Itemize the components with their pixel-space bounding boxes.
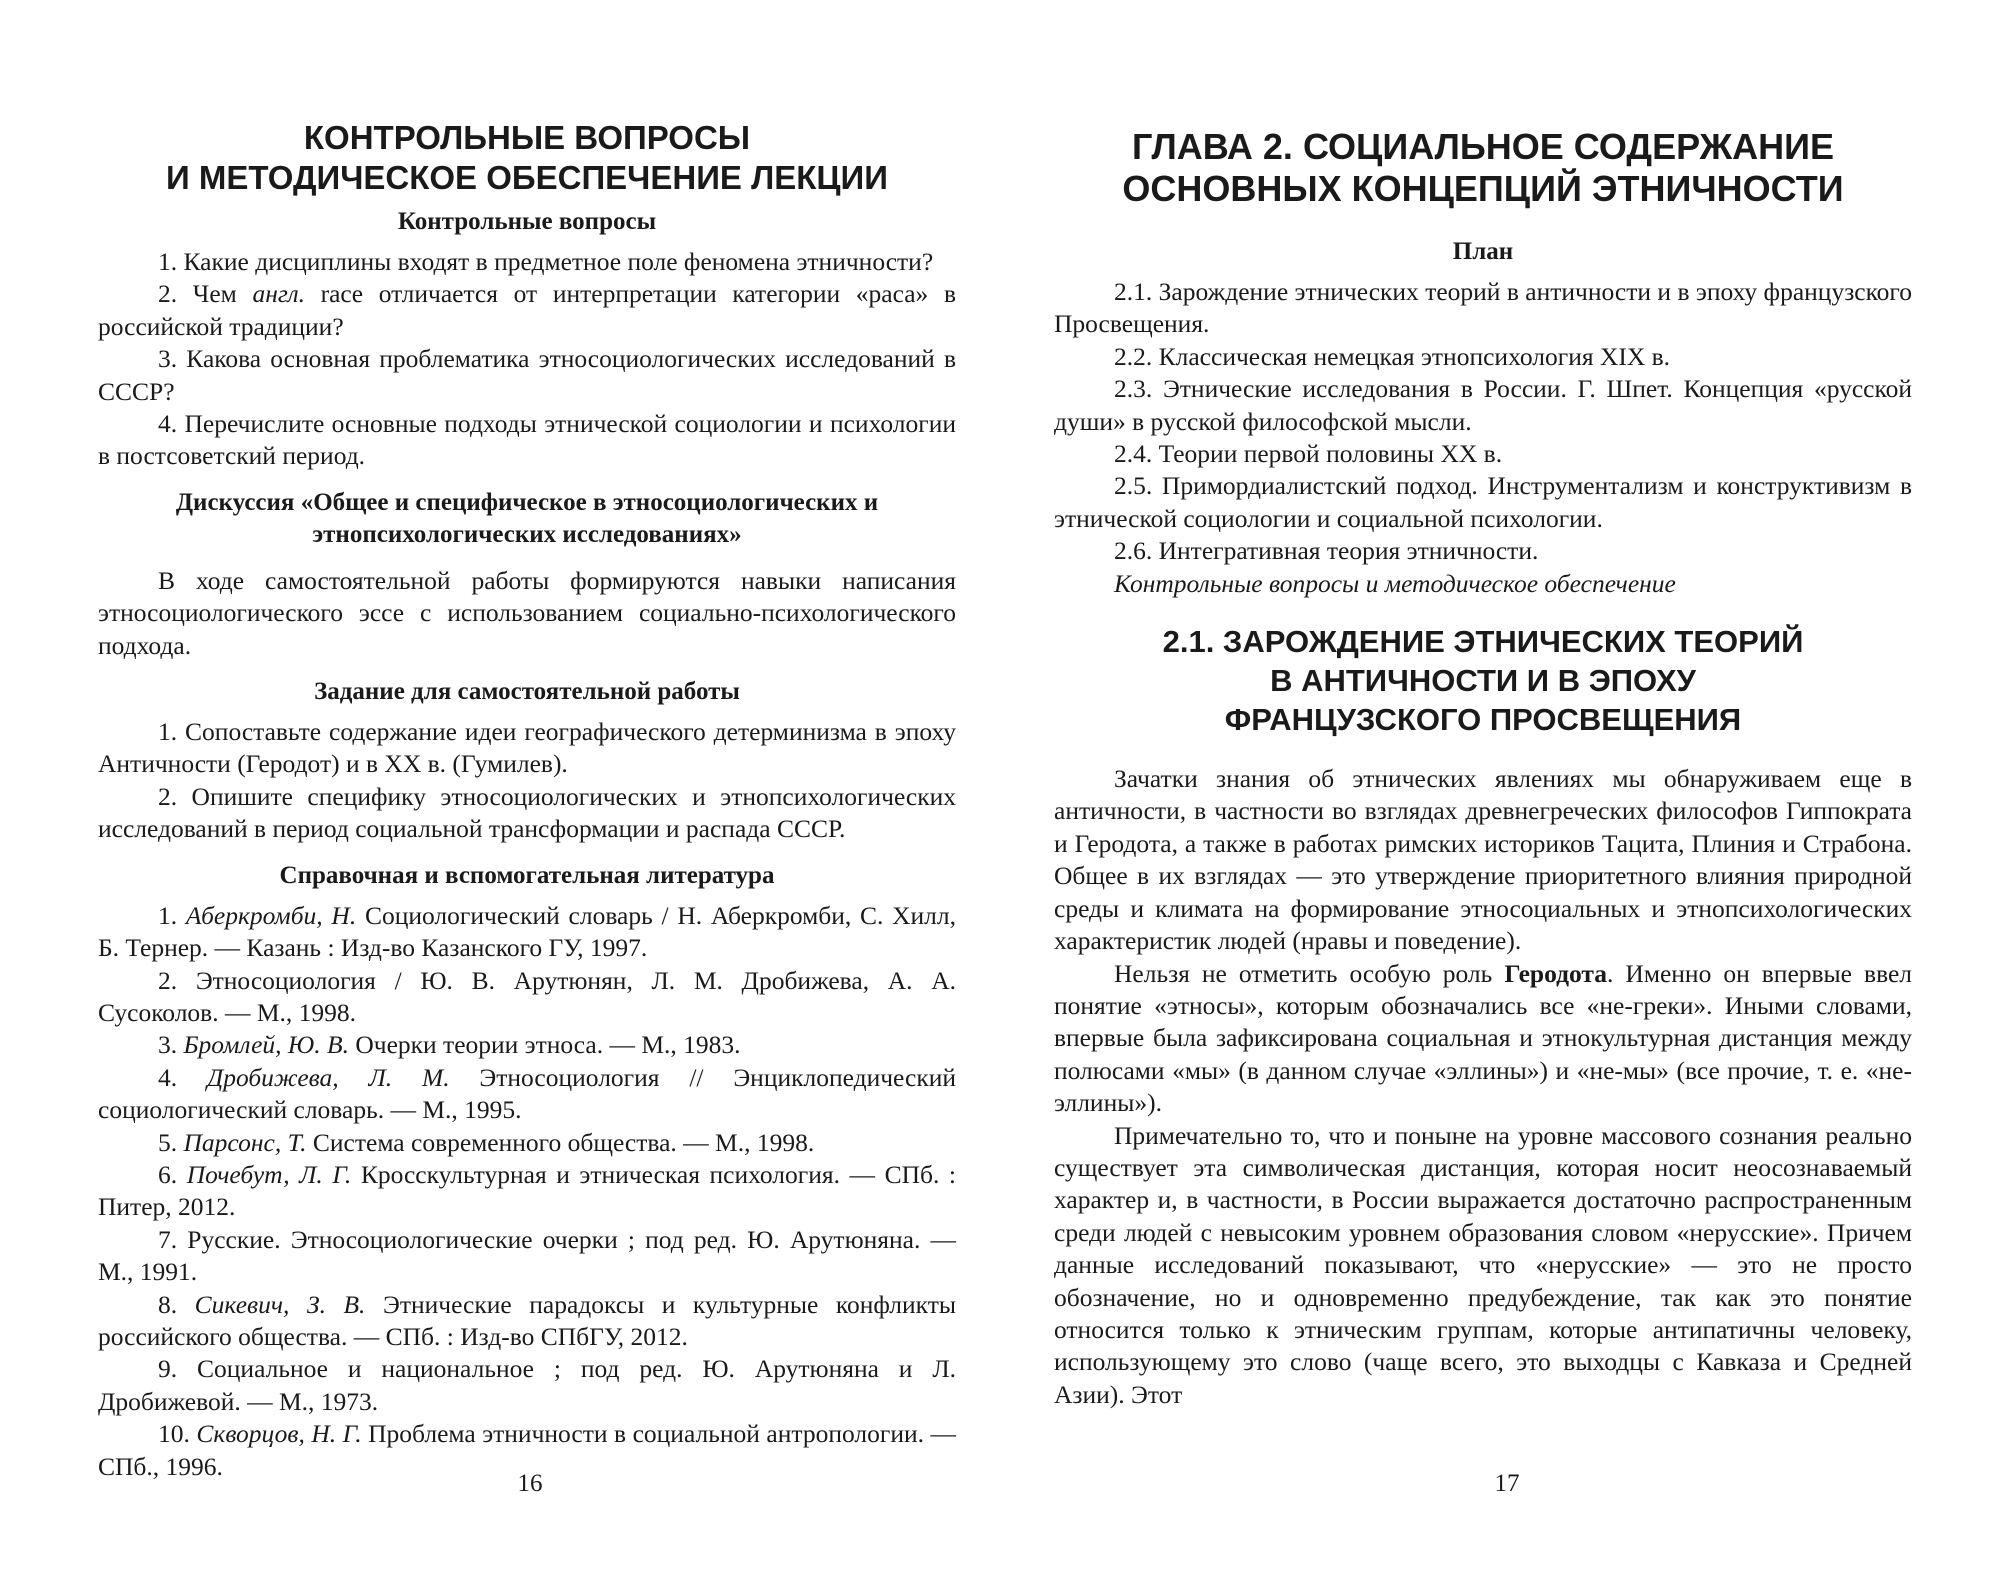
task-1: 1. Сопоставьте содержание идеи географического детерминизма в эпоху Античности (Геродот) и в XX в. (Гумилев). xyxy=(98,717,956,779)
question-3: 3. Какова основная проблематика этносоциологических исследований в СССР? xyxy=(98,344,956,406)
plan-item: 2.2. Классическая немецкая этнопсихология XIX в. xyxy=(1114,341,1671,371)
body-paragraph-3: Примечательно то, что и поныне на уровне массового сознания реально существует эта символическая дистанция, которая носит неосознаваемый характер и, в частности, в России выражается достаточно распространенным среди людей с невысоким уровнем образования словом «нерусские». Причем данные исследований показывают, что «нерусские» — это не просто обозначение, но и одновременно предубеждение, так как это понятие относится только к этническим группам, которые антипатичны человеку, использующему это слово (чаще всего, это выходцы с Кавказа и Средней Азии). Этот xyxy=(1054,1120,1912,1409)
literature-item: 8. Сикевич, З. В. Этнические парадоксы и культурные конфликты российского общества. — СПб. : Изд-во СПбГУ, 2012. xyxy=(98,1289,956,1351)
right-column xyxy=(1054,126,1912,1411)
literature-list xyxy=(98,900,956,1483)
literature-item: 6. Почебут, Л. Г. Кросскультурная и этническая психология. — СПб. : Питер, 2012. xyxy=(98,1159,957,1222)
plan-item-last: Контрольные вопросы и методическое обеспечение xyxy=(1114,568,1676,598)
literature-item: 7. Русские. Этносоциологические очерки ; под ред. Ю. Арутюняна. — М., 1991. xyxy=(98,1224,956,1287)
plan-item: 2.4. Теории первой половины XX в. xyxy=(1114,439,1503,469)
literature-title: Справочная и вспомогательная литература xyxy=(279,861,775,889)
left-heading-line2: И МЕТОДИЧЕСКОЕ ОБЕСПЕЧЕНИЕ ЛЕКЦИИ xyxy=(166,159,888,196)
literature-item: 2. Этносоциология / Ю. В. Арутюнян, Л. М. Дробижева, А. А. Сусоколов. — М., 1998. xyxy=(98,965,957,1027)
literature-item: 3. Бромлей, Ю. В. Очерки теории этноса. — М., 1983. xyxy=(158,1030,741,1060)
literature-item: 1. Аберкромби, Н. Социологический словарь / Н. Аберкромби, С. Хилл, Б. Тернер. — Казань : Изд-во Казанского ГУ, 1997. xyxy=(98,900,957,963)
section-heading xyxy=(1054,622,1912,739)
question-4: 4. Перечислите основные подходы этнической социологии и психологии в постсоветский период. xyxy=(98,409,956,471)
plan-item: 2.1. Зарождение этнических теорий в античности и в эпоху французского Просвещения. xyxy=(1054,277,1912,339)
discussion-title: Дискуссия «Общее и специфическое в этносоциологических и этнопсихологических исследованиях» xyxy=(175,488,879,548)
chapter-heading xyxy=(1054,126,1912,210)
literature-item: 10. Скворцов, Н. Г. Проблема этничности в социальной антропологии. — СПб., 1996. xyxy=(98,1419,956,1481)
plan-item: 2.5. Примордиалистский подход. Инструментализм и конструктивизм в этнической социологии и социальной психологии. xyxy=(1054,471,1912,533)
section-heading-line2: В АНТИЧНОСТИ И В ЭПОХУ xyxy=(1270,663,1696,699)
task-title: Задание для самостоятельной работы xyxy=(314,678,740,706)
section-heading-line3: ФРАНЦУЗСКОГО ПРОСВЕЩЕНИЯ xyxy=(1224,702,1742,738)
left-heading xyxy=(98,118,956,198)
discussion-text: В ходе самостоятельной работы формируются навыки написания этносоциологического эссе с использованием социально-психологического подхода. xyxy=(98,565,956,660)
plan-item: 2.6. Интегративная теория этничности. xyxy=(1114,536,1539,566)
section-heading-line1: 2.1. ЗАРОЖДЕНИЕ ЭТНИЧЕСКИХ ТЕОРИЙ xyxy=(1162,624,1804,660)
chapter-heading-line2: ОСНОВНЫХ КОНЦЕПЦИЙ ЭТНИЧНОСТИ xyxy=(1122,168,1844,209)
task-2: 2. Опишите специфику этносоциологических и этнопсихологических исследований в период социальной трансформации и распада СССР. xyxy=(98,781,956,844)
plan-list xyxy=(1054,276,1912,600)
chapter-heading-line1: ГЛАВА 2. СОЦИАЛЬНОЕ СОДЕРЖАНИЕ xyxy=(1131,126,1835,167)
body-paragraph-1: Зачатки знания об этнических явлениях мы обнаруживаем еще в античности, в частности во взглядах древнегреческих философов Гиппократа и Геродота, а также в работах римских историков Тацита, Плиния и Страбона. Общее в их взглядах — это утверждение приоритетного влияния природной среды и климата на формирование этносоциальных и этнопсихологических характеристик людей (нравы и поведение). xyxy=(1054,764,1912,956)
questions-title: Контрольные вопросы xyxy=(397,208,657,235)
question-1: 1. Какие дисциплины входят в предметное поле феномена этничности? xyxy=(158,247,934,276)
plan-item: 2.3. Этнические исследования в России. Г. Шпет. Концепция «русской души» в русской философской мысли. xyxy=(1054,374,1912,436)
plan-title: План xyxy=(1452,238,1514,265)
page-number-left: 16 xyxy=(517,1470,543,1497)
left-column xyxy=(98,118,956,1483)
question-2: 2. Чем англ. race отличается от интерпретации категории «раса» в российской традиции? xyxy=(98,279,956,341)
page-number-right: 17 xyxy=(1494,1470,1520,1497)
literature-item: 4. Дробижева, Л. М. Этносоциология // Энциклопедический социологический словарь. — М., 1995. xyxy=(98,1062,956,1125)
body-paragraph-2: Нельзя не отметить особую роль Геродота. Именно он впервые ввел понятие «этносы», которым обозначались все «не-греки». Иными словами, впервые была зафиксирована социальная и этнокультурная дистанция между полюсами «мы» (в данном случае «эллины») и «не-мы» (все прочие, т. е. «не-эллины»). xyxy=(1054,958,1912,1118)
right-page xyxy=(1000,0,2000,1593)
left-heading-line1: КОНТРОЛЬНЫЕ ВОПРОСЫ xyxy=(303,119,751,156)
literature-item: 5. Парсонс, Т. Система современного общества. — М., 1998. xyxy=(158,1127,815,1157)
literature-item: 9. Социальное и национальное ; под ред. Ю. Арутюняна и Л. Дробижевой. — М., 1973. xyxy=(98,1354,957,1416)
